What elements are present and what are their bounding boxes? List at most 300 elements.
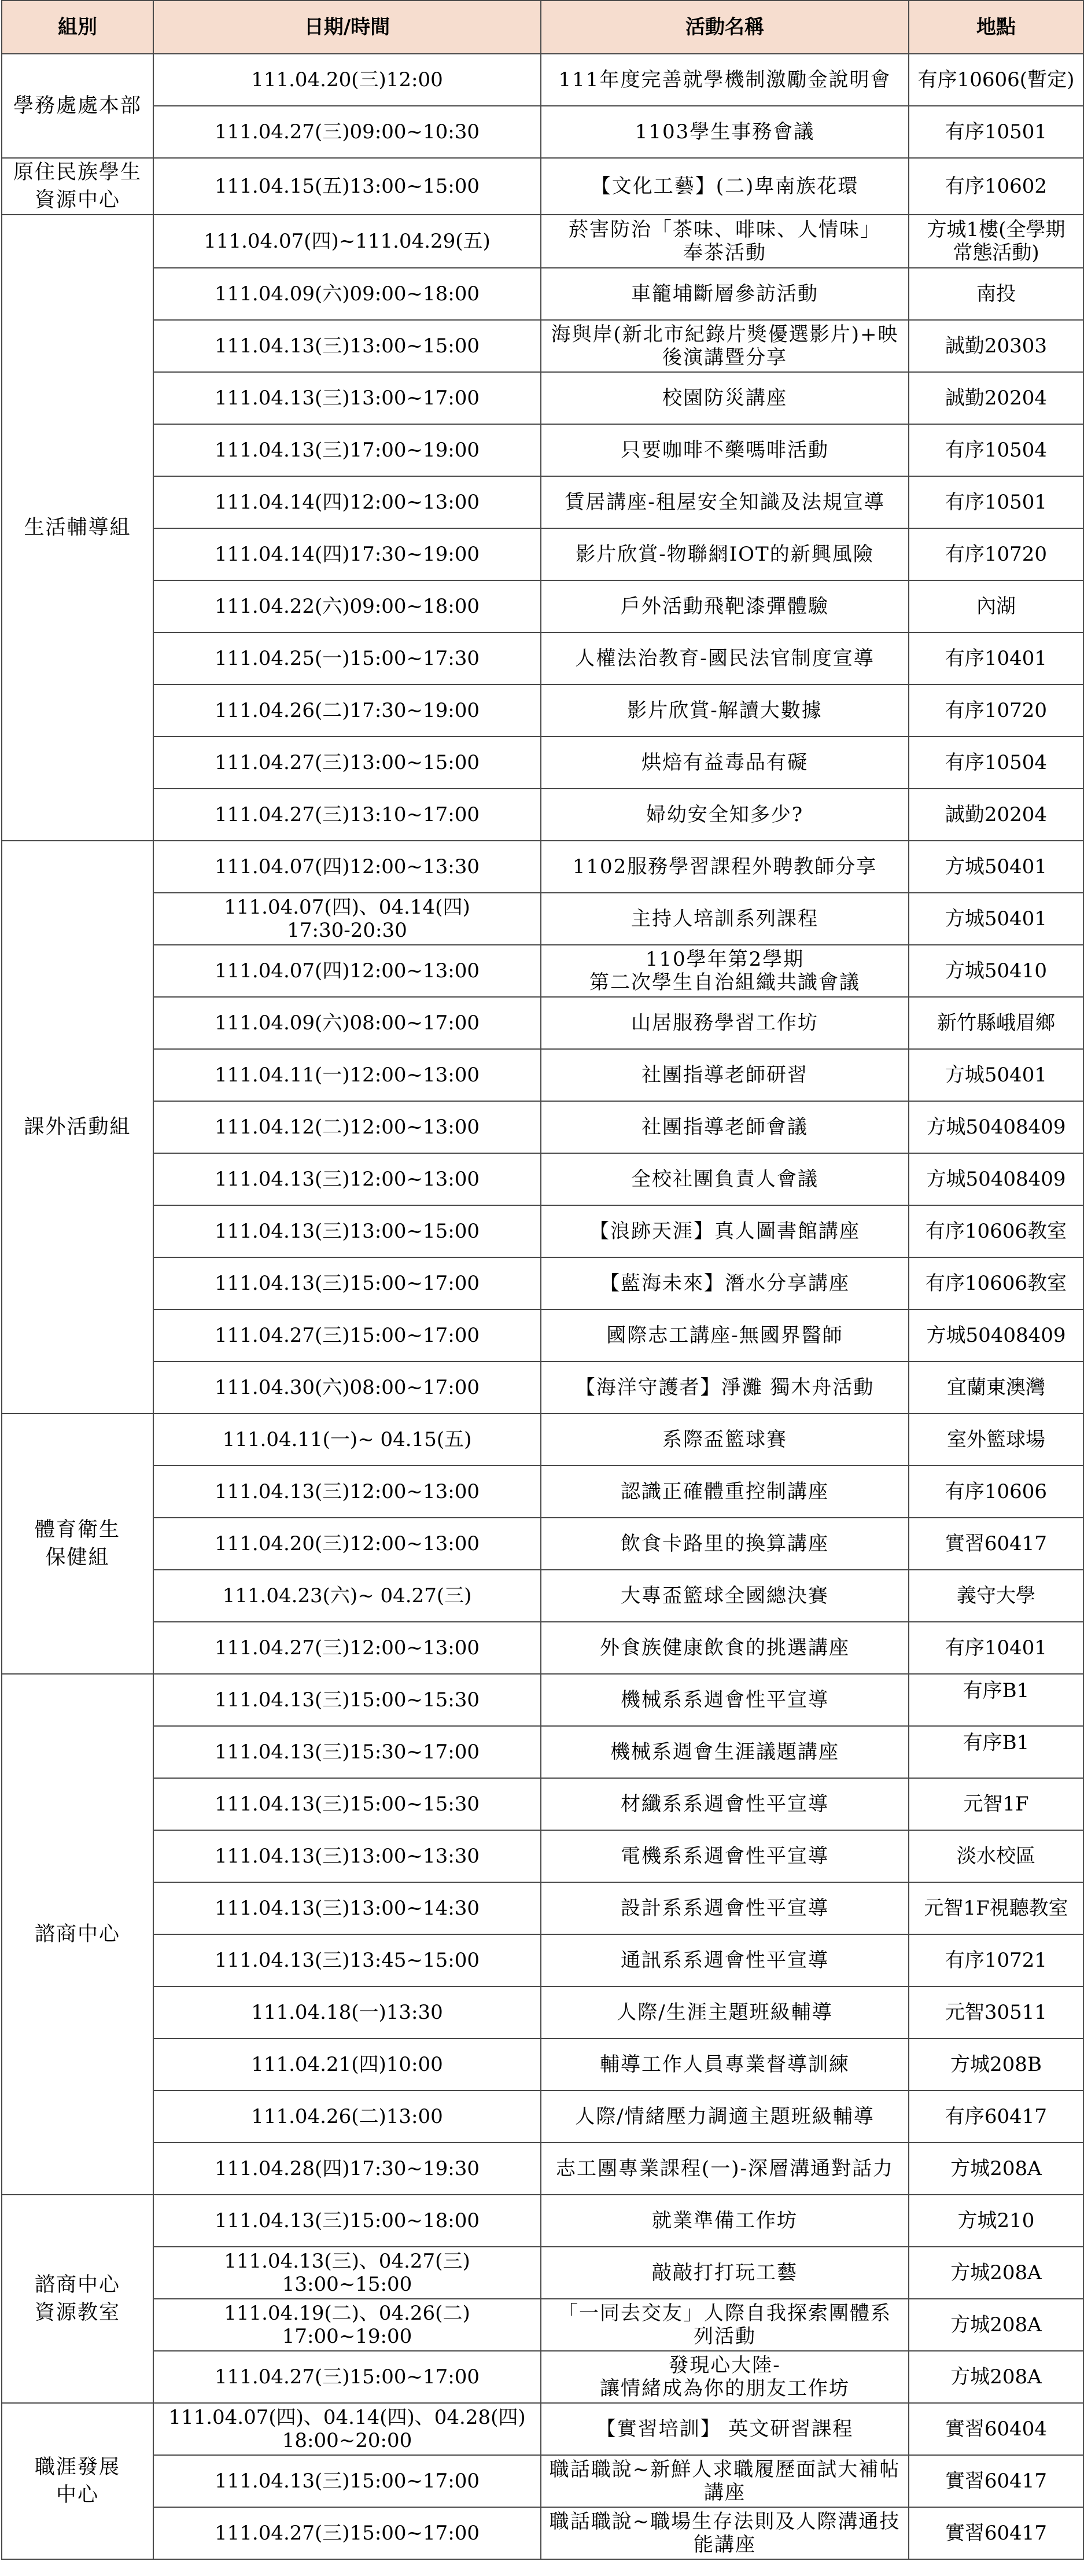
date-line: 111.04.13(三)、04.27(三) xyxy=(224,2250,470,2273)
date-cell xyxy=(153,789,541,841)
place-line: 有序60417 xyxy=(945,2105,1048,2128)
activity-cell xyxy=(541,2455,909,2507)
date-cell xyxy=(153,1830,541,1882)
activity-cell xyxy=(541,1205,909,1257)
activity-line: 「一同去交友」人際自我探索團體系 xyxy=(558,2302,891,2325)
place-cell xyxy=(909,320,1083,372)
date-line: 111.04.13(三)12:00~13:00 xyxy=(214,1480,480,1503)
place-cell xyxy=(909,1205,1083,1257)
group-name-cell xyxy=(2,54,153,158)
date-cell xyxy=(153,2038,541,2091)
place-cell xyxy=(909,1778,1083,1830)
date-cell xyxy=(153,1674,541,1726)
table-row xyxy=(2,1049,1083,1101)
group-name-cell xyxy=(2,2403,153,2559)
place-cell xyxy=(909,2299,1083,2351)
group-name-cell xyxy=(2,841,153,1414)
place-cell xyxy=(909,1309,1083,1361)
place-line: 淡水校區 xyxy=(957,1845,1035,1868)
date-line: 111.04.21(四)10:00 xyxy=(251,2053,443,2076)
table-row xyxy=(2,632,1083,685)
date-line: 111.04.20(三)12:00 xyxy=(251,68,443,91)
place-cell xyxy=(909,268,1083,320)
date-cell xyxy=(153,841,541,893)
table-row xyxy=(2,1986,1083,2038)
date-line: 111.04.09(六)09:00~18:00 xyxy=(214,282,480,306)
activity-cell xyxy=(541,1257,909,1309)
table-row xyxy=(2,737,1083,789)
activity-cell xyxy=(541,528,909,580)
place-cell xyxy=(909,997,1083,1049)
header-activity: 活動名稱 xyxy=(541,1,909,54)
place-cell xyxy=(909,1361,1083,1414)
activity-line: 1103學生事務會議 xyxy=(635,120,815,143)
date-cell xyxy=(153,268,541,320)
activity-line: 發現心大陸- xyxy=(669,2354,781,2377)
date-cell xyxy=(153,1518,541,1570)
date-line: 111.04.12(二)12:00~13:00 xyxy=(214,1116,480,1139)
date-line: 111.04.13(三)15:00~17:00 xyxy=(214,2470,480,2493)
group-name-line: 諮商中心 xyxy=(34,1923,120,1946)
group-name-cell xyxy=(2,1414,153,1674)
date-cell xyxy=(153,2455,541,2507)
group-name-line: 資源中心 xyxy=(34,189,120,212)
place-line: 有序10504 xyxy=(945,751,1048,774)
date-line: 111.04.26(二)13:00 xyxy=(251,2105,443,2128)
table-row xyxy=(2,2247,1083,2299)
place-cell xyxy=(909,2351,1083,2403)
place-line: 有序10501 xyxy=(945,491,1048,514)
place-cell xyxy=(909,1934,1083,1986)
activity-cell xyxy=(541,841,909,893)
place-line: 方城208B xyxy=(950,2053,1042,2076)
date-cell xyxy=(153,1205,541,1257)
activity-cell xyxy=(541,215,909,268)
activity-table xyxy=(1,0,1084,2560)
table-row xyxy=(2,1518,1083,1570)
activity-line: 就業準備工作坊 xyxy=(652,2209,798,2232)
table-row xyxy=(2,1205,1083,1257)
date-cell xyxy=(153,1934,541,1986)
date-cell xyxy=(153,2247,541,2299)
place-line: 有序10720 xyxy=(945,699,1048,722)
place-cell xyxy=(909,580,1083,632)
place-line: 元智1F xyxy=(963,1793,1029,1816)
place-line: 有序10721 xyxy=(945,1949,1048,1972)
date-line: 111.04.07(四)12:00~13:00 xyxy=(214,959,480,982)
activity-cell xyxy=(541,1414,909,1466)
place-cell xyxy=(909,54,1083,106)
header-date: 日期/時間 xyxy=(153,1,541,54)
activity-cell xyxy=(541,268,909,320)
activity-cell xyxy=(541,320,909,372)
date-line: 111.04.27(三)13:10~17:00 xyxy=(214,803,480,826)
place-line: 宜蘭東澳灣 xyxy=(947,1376,1045,1399)
activity-cell xyxy=(541,1309,909,1361)
activity-line: 輔導工作人員專業督導訓練 xyxy=(600,2053,850,2076)
date-cell xyxy=(153,2403,541,2455)
activity-line: 主持人培訓系列課程 xyxy=(631,907,818,930)
activity-line: 全校社團負責人會議 xyxy=(631,1168,818,1191)
date-cell xyxy=(153,580,541,632)
activity-cell xyxy=(541,1622,909,1674)
date-line: 111.04.13(三)15:00~15:30 xyxy=(214,1688,480,1712)
date-line: 111.04.09(六)08:00~17:00 xyxy=(214,1011,480,1035)
activity-cell xyxy=(541,789,909,841)
activity-line: 系際盃籃球賽 xyxy=(662,1428,787,1451)
table-row xyxy=(2,945,1083,997)
date-cell xyxy=(153,1101,541,1153)
activity-line: 設計系系週會性平宣導 xyxy=(621,1897,829,1920)
activity-line: 讓情緒成為你的朋友工作坊 xyxy=(600,2377,850,2400)
table-row xyxy=(2,1309,1083,1361)
place-cell xyxy=(909,528,1083,580)
date-cell xyxy=(153,1361,541,1414)
table-row xyxy=(2,268,1083,320)
activity-line: 影片欣賞-解讀大數據 xyxy=(627,699,823,722)
place-line: 常態活動) xyxy=(953,241,1039,264)
date-line: 111.04.13(三)15:00~15:30 xyxy=(214,1793,480,1816)
date-cell xyxy=(153,685,541,737)
place-line: 有序10504 xyxy=(945,439,1048,462)
date-cell xyxy=(153,2351,541,2403)
group-name-line: 學務處處本部 xyxy=(13,94,142,117)
place-cell xyxy=(909,2038,1083,2091)
date-line: 111.04.19(二)、04.26(二) xyxy=(224,2302,470,2325)
activity-line: 講座 xyxy=(704,2481,746,2504)
date-line: 111.04.13(三)13:45~15:00 xyxy=(214,1949,480,1972)
date-cell xyxy=(153,632,541,685)
activity-line: 能講座 xyxy=(694,2533,756,2556)
activity-cell xyxy=(541,372,909,424)
table-row xyxy=(2,1674,1083,1726)
place-line: 實習60417 xyxy=(945,2470,1048,2493)
place-cell xyxy=(909,1153,1083,1205)
activity-cell xyxy=(541,1466,909,1518)
activity-cell xyxy=(541,1361,909,1414)
activity-cell xyxy=(541,54,909,106)
date-line: 111.04.27(三)15:00~17:00 xyxy=(214,2365,480,2389)
activity-cell xyxy=(541,1882,909,1934)
table-row xyxy=(2,580,1083,632)
date-line: 111.04.13(三)12:00~13:00 xyxy=(214,1168,480,1191)
place-line: 誠勤20204 xyxy=(945,387,1048,410)
place-cell xyxy=(909,1101,1083,1153)
date-cell xyxy=(153,372,541,424)
date-line: 111.04.26(二)17:30~19:00 xyxy=(214,699,480,722)
activity-line: 婦幼安全知多少? xyxy=(646,803,804,826)
activity-line: 人際/生涯主題班級輔導 xyxy=(617,2001,833,2024)
table-row xyxy=(2,2091,1083,2143)
place-cell xyxy=(909,1622,1083,1674)
place-line: 有序B1 xyxy=(963,1731,1030,1754)
place-cell xyxy=(909,1674,1083,1726)
table-row xyxy=(2,1726,1083,1778)
activity-line: 社團指導老師會議 xyxy=(641,1116,808,1139)
table-body xyxy=(2,54,1083,2559)
place-cell xyxy=(909,945,1083,997)
activity-line: 認識正確體重控制講座 xyxy=(621,1480,829,1503)
place-line: 實習60404 xyxy=(945,2417,1048,2441)
table-row xyxy=(2,2455,1083,2507)
table-row xyxy=(2,215,1083,268)
activity-line: 111年度完善就學機制激勵金說明會 xyxy=(558,68,891,91)
table-row xyxy=(2,372,1083,424)
place-line: 方城1樓(全學期 xyxy=(927,218,1065,241)
place-line: 有序10401 xyxy=(945,1636,1048,1659)
place-cell xyxy=(909,789,1083,841)
table-row xyxy=(2,476,1083,528)
activity-line: 列活動 xyxy=(694,2325,756,2348)
activity-cell xyxy=(541,1674,909,1726)
date-cell xyxy=(153,1778,541,1830)
date-line: 111.04.28(四)17:30~19:30 xyxy=(214,2157,480,2180)
table-row xyxy=(2,1101,1083,1153)
activity-cell xyxy=(541,632,909,685)
table-row xyxy=(2,2143,1083,2195)
table-row xyxy=(2,893,1083,945)
place-line: 有序10606(暫定) xyxy=(917,68,1075,91)
activity-schedule-sheet xyxy=(1,0,1083,2573)
place-line: 方城50408409 xyxy=(926,1168,1066,1191)
date-line: 111.04.14(四)12:00~13:00 xyxy=(214,491,480,514)
activity-line: 【浪跡天涯】真人圖書館講座 xyxy=(589,1220,860,1243)
place-cell xyxy=(909,841,1083,893)
activity-cell xyxy=(541,2195,909,2247)
place-cell xyxy=(909,2507,1083,2559)
place-line: 方城208A xyxy=(950,2313,1042,2336)
place-cell xyxy=(909,1414,1083,1466)
table-row xyxy=(2,1830,1083,1882)
group-name-line: 原住民族學生 xyxy=(13,161,142,184)
place-cell xyxy=(909,1830,1083,1882)
group-name-cell xyxy=(2,158,153,215)
place-cell xyxy=(909,476,1083,528)
group-name-cell xyxy=(2,1674,153,2195)
activity-cell xyxy=(541,893,909,945)
activity-cell xyxy=(541,2247,909,2299)
activity-cell xyxy=(541,1934,909,1986)
place-cell xyxy=(909,1466,1083,1518)
place-cell xyxy=(909,1986,1083,2038)
date-cell xyxy=(153,2143,541,2195)
table-row xyxy=(2,1257,1083,1309)
place-line: 方城208A xyxy=(950,2261,1042,2284)
date-line: 111.04.13(三)13:00~15:00 xyxy=(214,334,480,358)
activity-line: 志工團專業課程(一)-深層溝通對話力 xyxy=(555,2157,894,2180)
place-line: 有序10720 xyxy=(945,543,1048,566)
table-row xyxy=(2,2299,1083,2351)
place-cell xyxy=(909,1726,1083,1778)
place-cell xyxy=(909,372,1083,424)
activity-cell xyxy=(541,424,909,476)
date-line: 111.04.11(一)~ 04.15(五) xyxy=(222,1428,472,1451)
date-cell xyxy=(153,476,541,528)
table-row xyxy=(2,1153,1083,1205)
activity-line: 【藍海未來】潛水分享講座 xyxy=(600,1272,850,1295)
activity-cell xyxy=(541,158,909,215)
activity-cell xyxy=(541,2091,909,2143)
activity-line: 戶外活動飛靶漆彈體驗 xyxy=(621,595,829,618)
date-line: 111.04.13(三)15:00~17:00 xyxy=(214,1272,480,1295)
date-line: 111.04.13(三)17:00~19:00 xyxy=(214,439,480,462)
header-place: 地點 xyxy=(909,1,1083,54)
activity-line: 人權法治教育-國民法官制度宣導 xyxy=(575,647,875,670)
date-line: 17:00~19:00 xyxy=(282,2325,412,2348)
group-name-line: 保健組 xyxy=(45,1546,110,1569)
activity-line: 【實習培訓】 英文研習課程 xyxy=(596,2417,854,2441)
activity-cell xyxy=(541,1570,909,1622)
date-line: 111.04.30(六)08:00~17:00 xyxy=(214,1376,480,1399)
place-cell xyxy=(909,1049,1083,1101)
activity-cell xyxy=(541,476,909,528)
date-cell xyxy=(153,997,541,1049)
place-cell xyxy=(909,2091,1083,2143)
table-row xyxy=(2,841,1083,893)
place-line: 有序10602 xyxy=(945,175,1048,198)
activity-line: 外食族健康飲食的挑選講座 xyxy=(600,1636,850,1659)
date-cell xyxy=(153,945,541,997)
place-line: 誠勤20303 xyxy=(945,334,1048,358)
date-cell xyxy=(153,1414,541,1466)
date-cell xyxy=(153,2507,541,2559)
place-line: 方城50410 xyxy=(945,959,1048,982)
place-line: 元智1F視聽教室 xyxy=(924,1897,1068,1920)
activity-cell xyxy=(541,1101,909,1153)
date-cell xyxy=(153,1466,541,1518)
date-cell xyxy=(153,320,541,372)
date-line: 111.04.27(三)15:00~17:00 xyxy=(214,1324,480,1347)
date-cell xyxy=(153,424,541,476)
activity-line: 電機系系週會性平宣導 xyxy=(621,1845,829,1868)
activity-cell xyxy=(541,580,909,632)
date-line: 111.04.27(三)13:00~15:00 xyxy=(214,751,480,774)
place-line: 有序10401 xyxy=(945,647,1048,670)
date-line: 111.04.18(一)13:30 xyxy=(251,2001,443,2024)
date-cell xyxy=(153,1986,541,2038)
date-line: 111.04.23(六)~ 04.27(三) xyxy=(222,1584,472,1607)
date-line: 18:00~20:00 xyxy=(282,2429,412,2452)
table-row xyxy=(2,158,1083,215)
place-line: 實習60417 xyxy=(945,2522,1048,2545)
place-cell xyxy=(909,2455,1083,2507)
date-line: 111.04.13(三)15:30~17:00 xyxy=(214,1740,480,1764)
date-cell xyxy=(153,1622,541,1674)
place-cell xyxy=(909,158,1083,215)
activity-line: 影片欣賞-物聯網IOT的新興風險 xyxy=(576,543,874,566)
activity-line: 職話職說~新鮮人求職履歷面試大補帖 xyxy=(549,2458,901,2481)
table-row xyxy=(2,424,1083,476)
place-line: 方城208A xyxy=(950,2365,1042,2389)
place-line: 室外籃球場 xyxy=(947,1428,1045,1451)
place-line: 內湖 xyxy=(976,595,1016,618)
date-cell xyxy=(153,1570,541,1622)
table-row xyxy=(2,1361,1083,1414)
place-line: 方城50408409 xyxy=(926,1324,1066,1347)
date-line: 111.04.14(四)17:30~19:00 xyxy=(214,543,480,566)
date-line: 111.04.07(四)、04.14(四)、04.28(四) xyxy=(168,2406,526,2429)
date-cell xyxy=(153,893,541,945)
table-row xyxy=(2,1466,1083,1518)
table-row xyxy=(2,1934,1083,1986)
activity-line: 大專盃籃球全國總決賽 xyxy=(621,1584,829,1607)
group-name-line: 資源教室 xyxy=(34,2301,120,2324)
place-line: 元智30511 xyxy=(945,2001,1048,2024)
activity-cell xyxy=(541,737,909,789)
activity-line: 飲食卡路里的換算講座 xyxy=(621,1532,829,1555)
activity-cell xyxy=(541,1778,909,1830)
activity-cell xyxy=(541,2038,909,2091)
date-line: 13:00~15:00 xyxy=(282,2273,412,2296)
place-line: 方城50408409 xyxy=(926,1116,1066,1139)
date-line: 111.04.07(四)、04.14(四) xyxy=(224,896,470,919)
date-line: 111.04.13(三)13:00~17:00 xyxy=(214,387,480,410)
place-line: 義守大學 xyxy=(957,1584,1035,1607)
group-name-line: 中心 xyxy=(56,2483,99,2507)
group-name-cell xyxy=(2,215,153,841)
activity-line: 後演講暨分享 xyxy=(662,346,787,369)
activity-line: 校園防災講座 xyxy=(662,387,787,410)
activity-line: 【文化工藝】(二)卑南族花環 xyxy=(591,175,859,198)
date-line: 111.04.27(三)09:00~10:30 xyxy=(214,120,480,143)
activity-line: 第二次學生自治組織共識會議 xyxy=(589,971,860,994)
place-cell xyxy=(909,1518,1083,1570)
activity-line: 職話職說~職場生存法則及人際溝通技 xyxy=(549,2510,901,2533)
date-cell xyxy=(153,1882,541,1934)
place-cell xyxy=(909,737,1083,789)
activity-cell xyxy=(541,1830,909,1882)
activity-cell xyxy=(541,2351,909,2403)
date-line: 111.04.13(三)13:00~13:30 xyxy=(214,1845,480,1868)
place-line: 新竹縣峨眉鄉 xyxy=(937,1011,1055,1035)
date-cell xyxy=(153,1257,541,1309)
place-line: 實習60417 xyxy=(945,1532,1048,1555)
group-name-cell xyxy=(2,2195,153,2403)
place-line: 有序10501 xyxy=(945,120,1048,143)
date-line: 111.04.11(一)12:00~13:00 xyxy=(214,1063,480,1087)
table-row xyxy=(2,2403,1083,2455)
table-row xyxy=(2,685,1083,737)
date-line: 111.04.13(三)15:00~18:00 xyxy=(214,2209,480,2232)
activity-line: 海與岸(新北市紀錄片獎優選影片)+映 xyxy=(551,323,899,346)
header-group: 組別 xyxy=(2,1,153,54)
table-row xyxy=(2,789,1083,841)
place-line: 有序10606教室 xyxy=(925,1272,1067,1295)
activity-line: 烘焙有益毒品有礙 xyxy=(641,751,808,774)
table-row xyxy=(2,106,1083,158)
place-cell xyxy=(909,632,1083,685)
date-cell xyxy=(153,1309,541,1361)
date-line: 111.04.25(一)15:00~17:30 xyxy=(214,647,480,670)
activity-cell xyxy=(541,685,909,737)
activity-line: 車籠埔斷層參訪活動 xyxy=(631,282,818,306)
table-row xyxy=(2,1882,1083,1934)
group-name-line: 體育衛生 xyxy=(34,1518,120,1541)
group-name-line: 生活輔導組 xyxy=(24,516,131,539)
activity-line: 敲敲打打玩工藝 xyxy=(652,2261,798,2284)
header-row xyxy=(2,1,1083,54)
place-cell xyxy=(909,424,1083,476)
place-line: 有序B1 xyxy=(963,1679,1030,1702)
activity-cell xyxy=(541,1986,909,2038)
activity-line: 110學年第2學期 xyxy=(645,948,805,971)
place-line: 有序10606 xyxy=(945,1480,1048,1503)
table-row xyxy=(2,1414,1083,1466)
table-row xyxy=(2,1622,1083,1674)
activity-cell xyxy=(541,1153,909,1205)
activity-cell xyxy=(541,945,909,997)
activity-cell xyxy=(541,1518,909,1570)
